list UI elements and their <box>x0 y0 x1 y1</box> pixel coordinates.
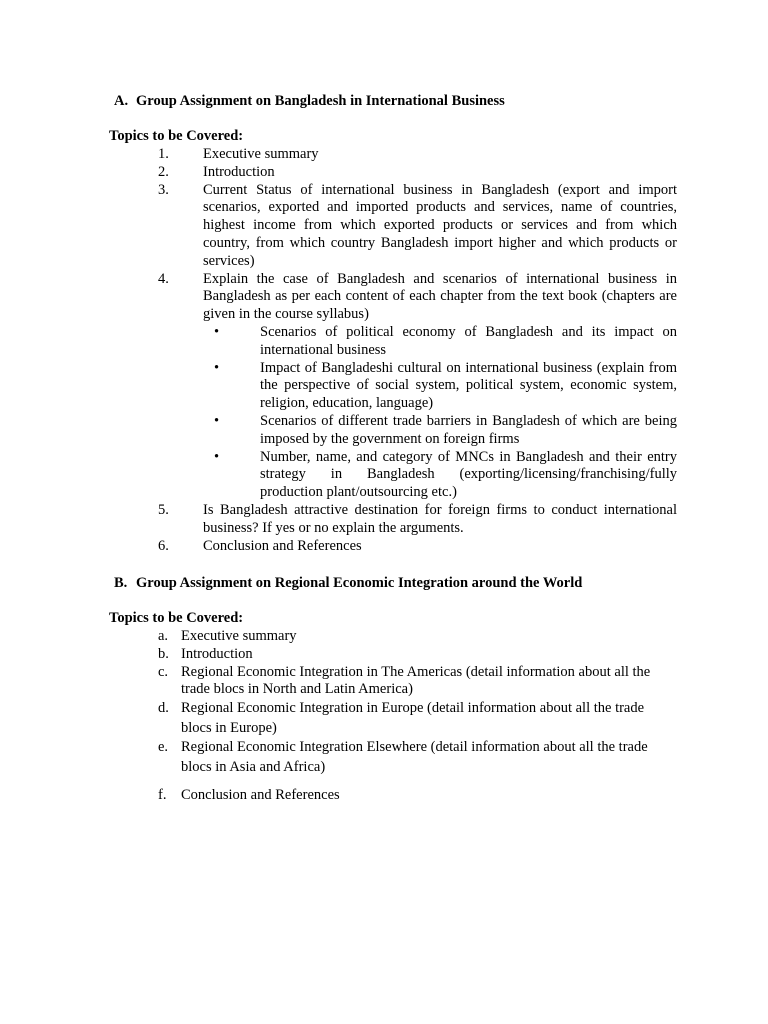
list-item <box>109 164 677 182</box>
list-item-text: Introduction <box>203 163 275 180</box>
list-item <box>109 146 677 164</box>
bullet-item <box>203 449 677 502</box>
list-item-text: Conclusion and References <box>203 537 362 554</box>
list-item <box>109 271 677 502</box>
list-spacer <box>109 777 677 787</box>
section-b-heading <box>114 575 582 593</box>
bullet-item <box>203 360 677 413</box>
bullet-item <box>203 413 677 449</box>
list-item-text: Current Status of international business in Bangladesh (export and import scenarios, exported and imported products and services, name of countries, highest income from which exported products or services and from which country, from which country Bangladesh import higher and which products or services) <box>203 181 677 269</box>
section-a-topics-label: Topics to be Covered: <box>109 128 244 144</box>
list-marker: e. <box>158 739 169 756</box>
list-marker: 5. <box>158 501 169 518</box>
list-marker: f. <box>158 787 167 804</box>
section-b-topics-label: Topics to be Covered: <box>109 610 244 626</box>
section-a-title: Group Assignment on Bangladesh in International Business <box>136 93 505 109</box>
list-item-text: Regional Economic Integration in The Americas (detail information about all the trade blocs in North and Latin America) <box>181 663 651 698</box>
bullet-marker: • <box>214 448 220 465</box>
section-b-title: Group Assignment on Regional Economic Integration around the World <box>136 575 583 591</box>
list-item <box>109 628 677 646</box>
section-a-list <box>109 146 677 555</box>
bullet-text: Impact of Bangladeshi cultural on international business (explain from the perspective of social system, political system, economic system, religion, education, language) <box>260 359 677 412</box>
bullet-marker: • <box>214 412 220 429</box>
list-item-text: Conclusion and References <box>181 787 340 804</box>
list-item <box>109 182 677 271</box>
bullet-marker: • <box>214 323 220 340</box>
section-b-list <box>109 628 677 805</box>
list-item-text: Executive summary <box>203 146 319 162</box>
list-item <box>109 502 677 538</box>
bullet-text: Scenarios of different trade barriers in Bangladesh of which are being imposed by the government on foreign firms <box>260 412 677 447</box>
list-item <box>109 738 677 777</box>
list-item <box>109 646 677 664</box>
list-marker: b. <box>158 645 169 662</box>
list-marker: a. <box>158 628 169 644</box>
list-item <box>109 664 677 700</box>
section-b-letter: B. <box>114 575 128 591</box>
list-marker: 1. <box>158 146 169 162</box>
list-item <box>109 699 677 738</box>
list-item-text: Executive summary <box>181 628 297 644</box>
list-item <box>109 787 677 805</box>
list-marker: c. <box>158 663 169 680</box>
list-item-text: Is Bangladesh attractive destination for foreign firms to conduct international business? If yes or no explain the arguments. <box>203 501 677 536</box>
bullet-text: Number, name, and category of MNCs in Bangladesh and their entry strategy in Bangladesh (exporting/licensing/franchising/fully production plant/outsourcing etc.) <box>260 448 677 501</box>
list-item <box>109 538 677 556</box>
sub-bullet-list <box>203 324 677 502</box>
list-marker: 2. <box>158 163 169 180</box>
list-marker: 3. <box>158 181 169 198</box>
list-marker: d. <box>158 700 169 717</box>
list-item-text: Regional Economic Integration Elsewhere (detail information about all the trade blocs in Asia and Africa) <box>181 739 648 775</box>
list-item-text: Introduction <box>181 645 253 662</box>
list-marker: 6. <box>158 537 169 554</box>
list-item-text: Explain the case of Bangladesh and scenarios of international business in Bangladesh as per each content of each chapter from the text book (chapters are given in the course syllabus) <box>203 270 677 323</box>
section-a-letter: A. <box>114 93 129 109</box>
bullet-text: Scenarios of political economy of Bangladesh and its impact on international business <box>260 323 677 358</box>
list-marker: 4. <box>158 270 169 287</box>
bullet-marker: • <box>214 359 220 376</box>
section-a-heading <box>114 93 505 111</box>
list-item-text: Regional Economic Integration in Europe (detail information about all the trade blocs in Europe) <box>181 700 645 736</box>
bullet-item <box>203 324 677 360</box>
